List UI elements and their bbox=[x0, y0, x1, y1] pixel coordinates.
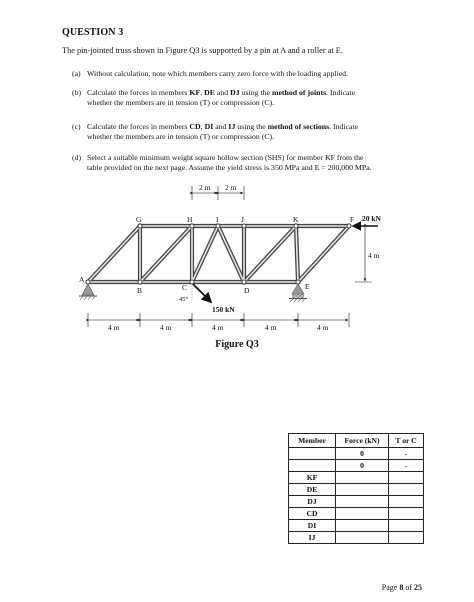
part-text: Calculate the forces in members CD, DI and IJ using the method of sections. Indicate whether the members are in tension (T) or compression (C). bbox=[87, 122, 359, 141]
part-label: (c) bbox=[72, 122, 81, 131]
node-label-k: K bbox=[293, 215, 299, 224]
cell-tc[interactable] bbox=[389, 520, 424, 532]
part-label: (d) bbox=[72, 153, 82, 162]
span-label-1: 4 m bbox=[108, 323, 120, 332]
cell-tc[interactable] bbox=[389, 484, 424, 496]
cell-force[interactable] bbox=[336, 520, 389, 532]
page-number: Page 8 of 25 bbox=[381, 583, 422, 592]
span-label-4: 4 m bbox=[265, 323, 277, 332]
node-label-f: F bbox=[350, 215, 355, 224]
dim-label-2m-left: 2 m bbox=[199, 183, 211, 192]
part-label: (b) bbox=[72, 88, 82, 97]
table-header-row bbox=[289, 434, 424, 448]
cell-tc[interactable] bbox=[389, 508, 424, 520]
span-label-2: 4 m bbox=[160, 323, 172, 332]
cell-member: DI bbox=[289, 520, 336, 532]
horizontal-load-label: 20 kN bbox=[362, 214, 381, 223]
table-row bbox=[289, 472, 424, 484]
node-label-h: H bbox=[187, 215, 193, 224]
table-row bbox=[289, 448, 424, 460]
question-heading: QUESTION 3 bbox=[62, 27, 124, 38]
cell-member: KF bbox=[289, 472, 336, 484]
node-label-c: C bbox=[182, 283, 188, 292]
angle-label: 45° bbox=[179, 296, 189, 303]
table-row bbox=[289, 496, 424, 508]
span-label-3: 4 m bbox=[212, 323, 224, 332]
table-row bbox=[289, 484, 424, 496]
cell-member: CD bbox=[289, 508, 336, 520]
truss-members bbox=[88, 226, 349, 282]
cell-member[interactable] bbox=[289, 448, 336, 460]
node-label-j: J bbox=[241, 215, 244, 224]
part-text: Without calculation, note which members carry zero force with the loading applied. bbox=[87, 69, 349, 78]
cell-tc[interactable] bbox=[389, 496, 424, 508]
node-label-g: G bbox=[136, 215, 142, 224]
span-labels bbox=[108, 323, 329, 332]
header-tc: T or C bbox=[389, 434, 424, 448]
node-label-d: D bbox=[244, 286, 250, 295]
cell-member: IJ bbox=[289, 532, 336, 544]
pin-support-a bbox=[79, 284, 97, 300]
span-label-5: 4 m bbox=[317, 323, 329, 332]
cell-force[interactable]: 0 bbox=[336, 460, 389, 472]
cell-member: DE bbox=[289, 484, 336, 496]
answer-table bbox=[288, 433, 424, 544]
truss-joints bbox=[86, 224, 351, 284]
cell-tc[interactable]: - bbox=[389, 448, 424, 460]
cell-member[interactable] bbox=[289, 460, 336, 472]
cell-force[interactable] bbox=[336, 472, 389, 484]
part-label: (a) bbox=[72, 69, 81, 78]
inclined-load-arrow bbox=[193, 284, 211, 302]
node-label-e: E bbox=[305, 282, 310, 291]
node-label-a: A bbox=[79, 275, 85, 284]
cell-force[interactable] bbox=[336, 532, 389, 544]
part-text: Select a suitable minimum weight square hollow section (SHS) for member KF from the table provided on the next page. Assume the yield stress is 350 MPa and E = 200,000 MPa. bbox=[87, 153, 372, 172]
header-member: Member bbox=[289, 434, 336, 448]
cell-tc[interactable] bbox=[389, 472, 424, 484]
part-text: Calculate the forces in members KF, DE and DJ using the method of joints. Indicate whether the members are in tension (T) or compression (C). bbox=[87, 88, 356, 107]
question-intro: The pin-jointed truss shown in Figure Q3 is supported by a pin at A and a roller at E. bbox=[62, 46, 343, 55]
inclined-load-label: 150 kN bbox=[212, 305, 235, 314]
dim-label-height: 4 m bbox=[368, 251, 380, 260]
cell-tc[interactable] bbox=[389, 532, 424, 544]
node-label-i: I bbox=[216, 215, 219, 224]
table-row bbox=[289, 460, 424, 472]
figure-caption: Figure Q3 bbox=[215, 339, 259, 350]
header-force: Force (kN) bbox=[336, 434, 389, 448]
node-label-b: B bbox=[137, 286, 143, 295]
dim-label-2m-right: 2 m bbox=[225, 183, 237, 192]
cell-tc[interactable]: - bbox=[389, 460, 424, 472]
table-row bbox=[289, 532, 424, 544]
cell-force[interactable] bbox=[336, 508, 389, 520]
cell-force[interactable]: 0 bbox=[336, 448, 389, 460]
table-row bbox=[289, 520, 424, 532]
table-row bbox=[289, 508, 424, 520]
cell-force[interactable] bbox=[336, 496, 389, 508]
cell-member: DJ bbox=[289, 496, 336, 508]
cell-force[interactable] bbox=[336, 484, 389, 496]
